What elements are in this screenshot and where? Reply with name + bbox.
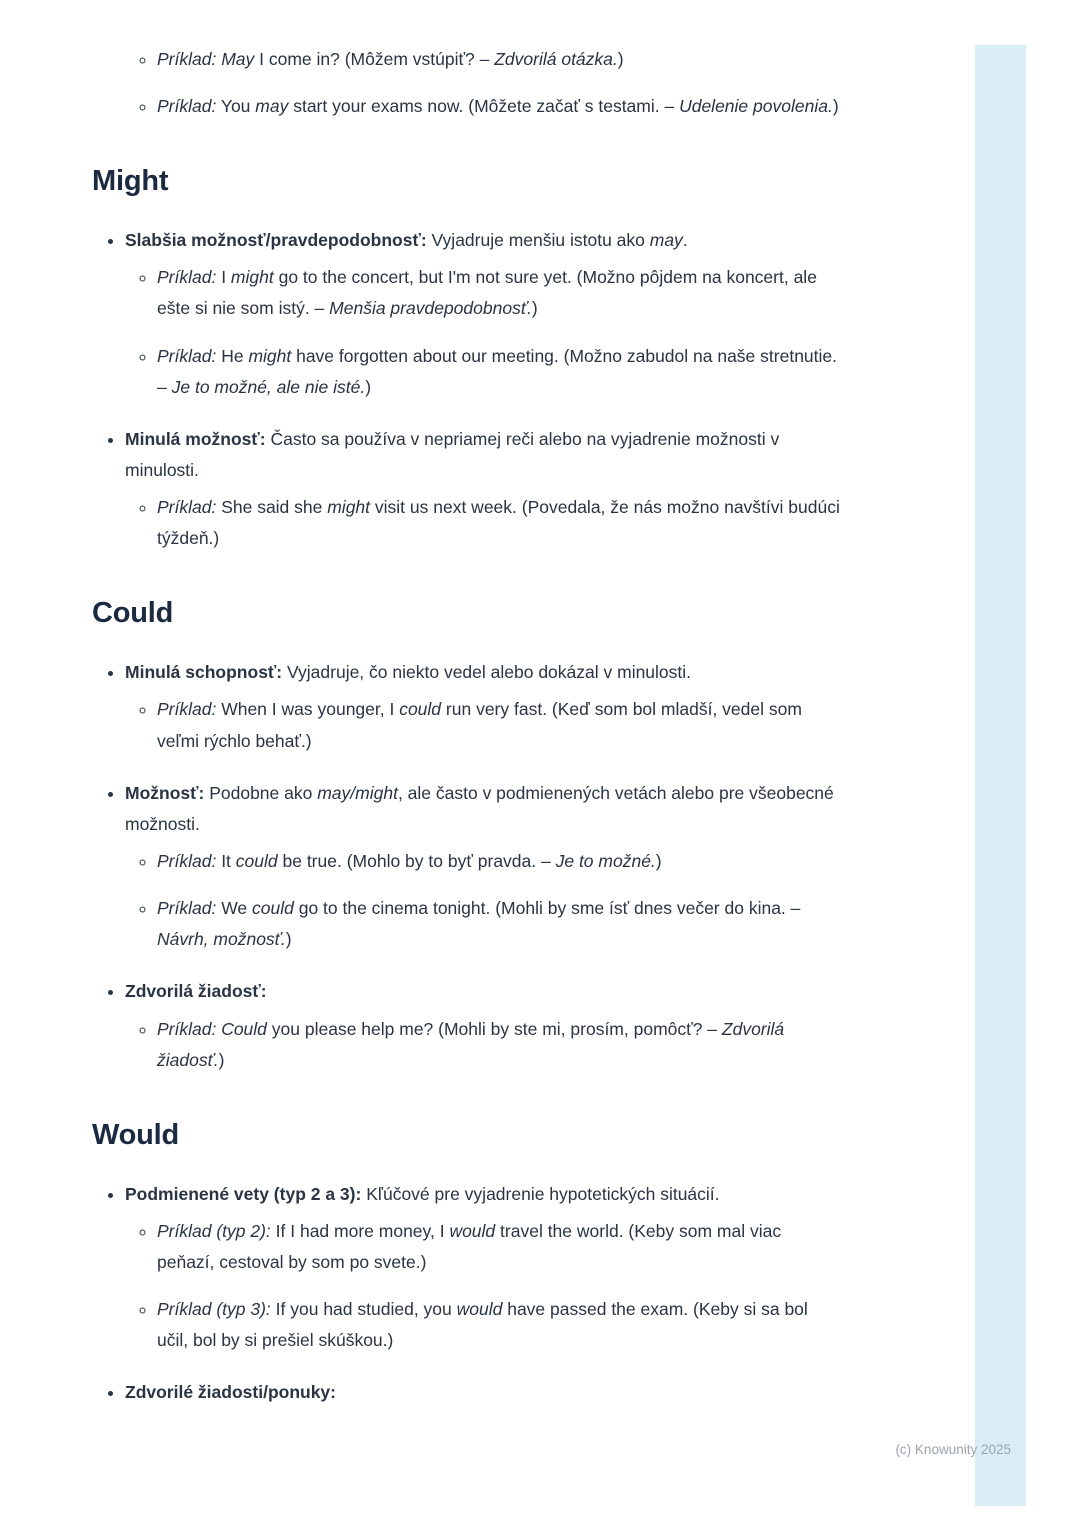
section-heading: Would [92,1118,180,1151]
bold-text: Podmienené vety (typ 2 a 3): [125,1183,362,1204]
example-list [125,262,842,403]
text: If I had more money, I [270,1220,450,1241]
point-text [125,976,842,1007]
italic-text: Príklad (typ 3): [157,1299,271,1320]
italic-text: Menšia pravdepodobnosť. [329,298,532,319]
italic-text: might [230,267,274,288]
text: ) [365,376,372,397]
italic-text: Príklad: [157,497,217,518]
example-item [157,492,842,554]
doc-content [92,44,842,1409]
text: Vyjadruje menšiu istotu ako [426,230,650,251]
text: It [216,851,236,872]
bold-text: Zdvorilá žiadosť: [125,981,267,1002]
italic-text: Je to možné. [555,851,656,872]
italic-text: Príklad: May [157,49,255,69]
text: you please help me? (Mohli by ste mi, prosím, pomôcť? – [266,1018,722,1039]
point-list [92,1179,842,1409]
example-list [125,846,842,955]
point-text [125,225,842,256]
text: Podobne ako [204,782,318,803]
text: ) [285,929,292,950]
text: be true. (Mohlo by to byť pravda. – [277,851,556,872]
point-item [125,976,842,1075]
italic-text: could [252,898,294,919]
point-item [125,1179,842,1357]
italic-text: may [255,96,289,117]
point-item [125,225,842,403]
text: travel the world. (Keby som mal viac peňazí, cestoval by som po svete.) [157,1220,782,1273]
section-heading: Could [92,597,174,630]
text: Kľúčové pre vyjadrenie hypotetických situácií. [361,1183,720,1204]
italic-text: Príklad (typ 2): [157,1220,271,1241]
italic-text: could [399,699,442,720]
text: I [216,267,231,288]
italic-text: would [449,1220,496,1241]
side-strip [975,45,1026,1506]
watermark-copyright: (c) Knowunity 2025 [895,1442,1011,1457]
italic-text: Príklad: [157,851,217,872]
point-text [125,424,842,486]
italic-text: would [456,1299,503,1320]
italic-text: Je to možné, ale nie isté. [171,376,366,397]
text: I come in? (Môžem vstúpiť? – [254,49,495,69]
italic-text: Príklad: [157,898,217,919]
text: have forgotten about our meeting. (Možno zabudol na naše stretnutie. – [157,345,837,397]
point-item [125,657,842,756]
bold-text: Minulá možnosť: [125,428,266,449]
text: He [216,345,249,366]
point-item [125,424,842,555]
point-list [92,657,842,1076]
example-item [157,694,842,756]
italic-text: might [248,345,292,366]
example-item [157,1014,842,1076]
example-item [157,1294,842,1356]
example-list [125,44,842,122]
italic-text: Zdvorilá žiadosť. [157,1018,785,1070]
italic-text: Zdvorilá otázka. [494,49,618,69]
text: If you had studied, you [270,1299,457,1320]
italic-text: Udelenie povolenia. [679,96,833,117]
example-list [125,694,842,756]
text: When I was younger, I [216,699,400,720]
text: She said she [216,497,328,518]
italic-text: Príklad: [157,699,217,720]
text: . [682,230,688,251]
example-item [157,262,842,324]
point-list [92,225,842,554]
text: go to the cinema tonight. (Mohli by sme ísť dnes večer do kina. – [293,898,801,919]
text: ) [655,851,662,872]
text: We [216,898,252,919]
text: start your exams now. (Môžete začať s testami. – [288,96,680,117]
example-list [125,492,842,554]
text: You [216,96,256,117]
example-item [157,893,842,955]
example-list [125,1014,842,1076]
example-item [157,846,842,877]
text: Vyjadruje, čo niekto vedel alebo dokázal v minulosti. [282,662,692,683]
bold-text: Možnosť: [125,782,205,803]
example-item [157,91,842,122]
italic-text: Príklad: [157,345,217,366]
example-item [157,341,842,403]
point-text [125,657,842,688]
section-heading: Might [92,165,169,198]
text: ) [218,1049,225,1070]
point-text [125,1179,842,1210]
italic-text: may/might [317,782,398,803]
text: Často sa používa v nepriamej reči alebo na vyjadrenie možnosti v minulosti. [125,428,780,481]
bold-text: Zdvorilé žiadosti/ponuky: [125,1382,336,1403]
text: ) [832,96,839,117]
italic-text: may [649,230,683,251]
text: ) [617,49,624,69]
italic-text: Príklad: [157,267,217,288]
italic-text: might [327,497,371,518]
text: run very fast. (Keď som bol mladší, vedel som veľmi rýchlo behať.) [157,699,802,751]
point-item [125,778,842,956]
example-item [157,1216,842,1278]
text: visit us next week. (Povedala, že nás možno navštívi budúci týždeň.) [157,497,840,549]
example-list [125,1216,842,1357]
text: , ale často v podmienených vetách alebo pre všeobecné možnosti. [125,782,834,834]
bold-text: Slabšia možnosť/pravdepodobnosť: [125,230,427,251]
point-text [125,1377,842,1408]
point-item [125,1377,842,1408]
italic-text: could [235,851,278,872]
example-item [157,44,842,75]
text: have passed the exam. (Keby si sa bol učil, bol by si prešiel skúškou.) [157,1299,808,1351]
italic-text: Príklad: Could [157,1018,267,1039]
italic-text: Príklad: [157,96,217,117]
italic-text: Návrh, možnosť. [157,929,286,950]
bold-text: Minulá schopnosť: [125,662,283,683]
point-text [125,778,842,840]
text: ) [531,298,538,319]
text: go to the concert, but I'm not sure yet. (Možno pôjdem na koncert, ale ešte si nie som istý. – [157,267,817,319]
